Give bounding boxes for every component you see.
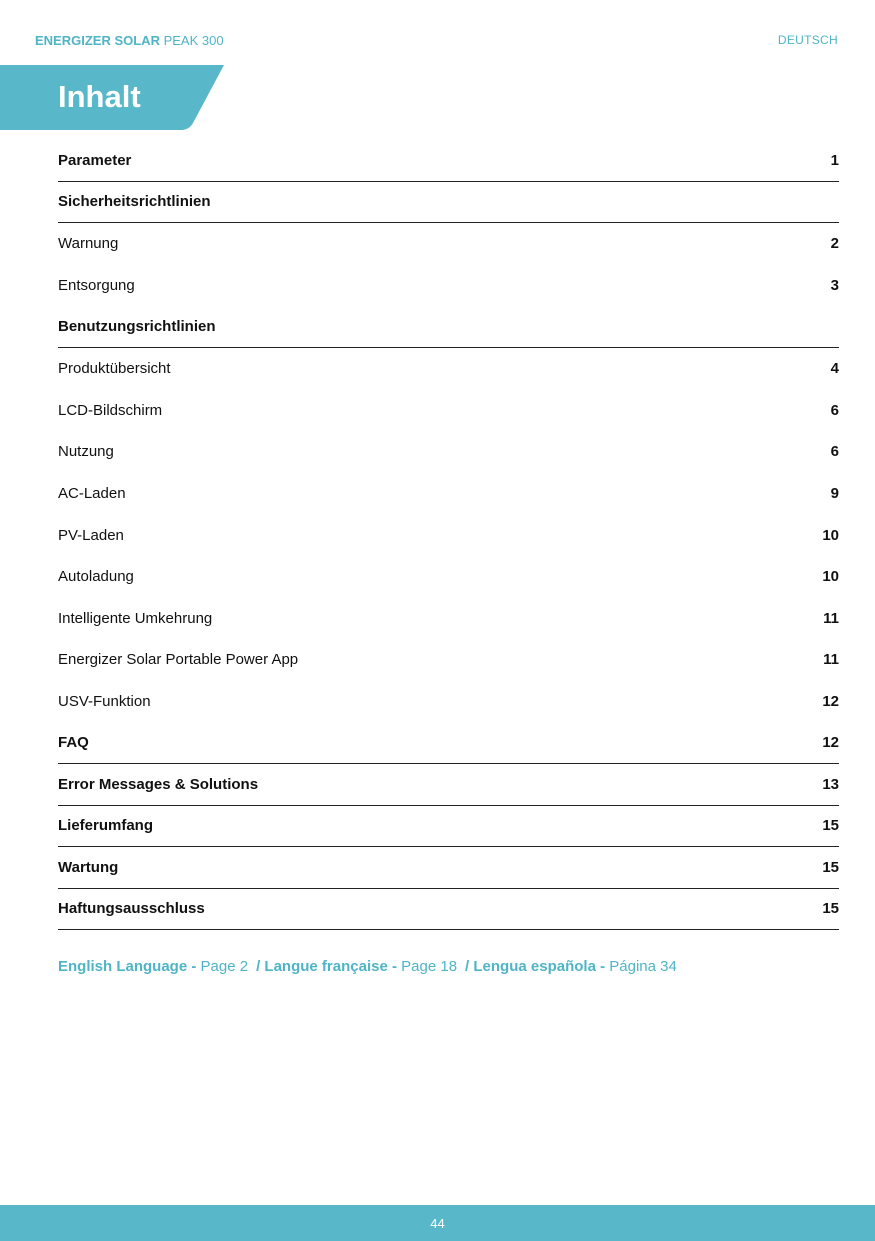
toc-entry[interactable] <box>58 182 839 224</box>
language-name: Lengua española <box>473 958 596 975</box>
toc-entry-label: Error Messages & Solutions <box>58 775 259 793</box>
toc-entry[interactable] <box>58 390 839 432</box>
toc-entry-page: 15 <box>822 900 839 918</box>
toc-entry-label: Autoladung <box>58 568 134 586</box>
toc-entry-label: Warnung <box>58 235 119 253</box>
toc-entry-page: 6 <box>830 443 839 461</box>
toc-entry[interactable] <box>58 722 839 764</box>
toc-entry[interactable] <box>58 140 839 182</box>
toc-entry-page: 15 <box>822 817 839 835</box>
toc-entry-page: 11 <box>823 609 839 627</box>
brand-name: ENERGIZER SOLAR PEAK 300 <box>35 33 224 48</box>
toc-entry[interactable] <box>58 639 839 681</box>
language-page: Page 18 <box>401 958 458 975</box>
toc-entry[interactable] <box>58 514 839 556</box>
toc-entry-page: 10 <box>822 526 839 544</box>
toc-entry-label: Entsorgung <box>58 277 135 295</box>
toc-entry-page: 10 <box>822 568 839 586</box>
toc-entry-label: USV-Funktion <box>58 693 151 711</box>
toc-entry-page: 2 <box>830 235 839 253</box>
toc-entry[interactable] <box>58 265 839 307</box>
page-title: Inhalt <box>58 79 141 114</box>
language-label: DEUTSCH <box>777 33 838 47</box>
language-links <box>58 958 677 975</box>
language-page: Página 34 <box>609 958 677 975</box>
language-link[interactable]: English Language - Page 2 <box>58 958 249 975</box>
toc-entry-label: Nutzung <box>58 443 114 461</box>
table-of-contents <box>58 140 839 930</box>
toc-entry-label: Parameter <box>58 151 132 169</box>
toc-entry[interactable] <box>58 598 839 640</box>
toc-entry-page: 12 <box>822 693 839 711</box>
toc-entry[interactable] <box>58 764 839 806</box>
toc-entry-label: LCD-Bildschirm <box>58 401 163 419</box>
toc-entry-page: 1 <box>830 151 839 169</box>
language-link[interactable]: / Lengua española - Página 34 <box>465 958 677 975</box>
toc-entry-page: 15 <box>822 858 839 876</box>
toc-entry[interactable] <box>58 348 839 390</box>
toc-entry-page: 13 <box>822 775 839 793</box>
toc-entry-page: 9 <box>830 485 839 503</box>
language-name: English Language <box>58 958 188 975</box>
toc-entry[interactable] <box>58 306 839 348</box>
toc-entry-page: 6 <box>830 401 839 419</box>
language-name: Langue française <box>264 958 388 975</box>
toc-entry[interactable] <box>58 223 839 265</box>
toc-entry-label: AC-Laden <box>58 485 126 503</box>
page-header <box>35 33 838 48</box>
toc-entry-label: Haftungsausschluss <box>58 900 205 918</box>
toc-entry-label: Benutzungsrichtlinien <box>58 318 216 336</box>
toc-entry-label: Energizer Solar Portable Power App <box>58 651 299 669</box>
toc-entry-label: Produktübersicht <box>58 360 171 378</box>
toc-entry[interactable] <box>58 806 839 848</box>
page-number: 44 <box>430 1215 445 1231</box>
language-page: Page 2 <box>200 958 249 975</box>
toc-entry-label: Wartung <box>58 858 119 876</box>
toc-entry[interactable] <box>58 556 839 598</box>
language-link[interactable]: / Langue française - Page 18 <box>256 958 458 975</box>
toc-entry[interactable] <box>58 889 839 931</box>
toc-entry[interactable] <box>58 847 839 889</box>
toc-entry-label: Intelligente Umkehrung <box>58 609 213 627</box>
title-banner <box>0 65 224 130</box>
toc-entry-page: 12 <box>822 734 839 752</box>
toc-entry-page: 4 <box>830 360 839 378</box>
page-footer <box>0 1205 875 1241</box>
toc-entry-label: FAQ <box>58 734 89 752</box>
toc-entry[interactable] <box>58 681 839 723</box>
toc-entry[interactable] <box>58 473 839 515</box>
toc-entry-label: Sicherheitsrichtlinien <box>58 193 211 211</box>
toc-entry-page: 11 <box>823 651 839 669</box>
toc-entry[interactable] <box>58 431 839 473</box>
toc-entry-page: 3 <box>830 277 839 295</box>
toc-entry-label: PV-Laden <box>58 526 124 544</box>
toc-entry-label: Lieferumfang <box>58 817 154 835</box>
